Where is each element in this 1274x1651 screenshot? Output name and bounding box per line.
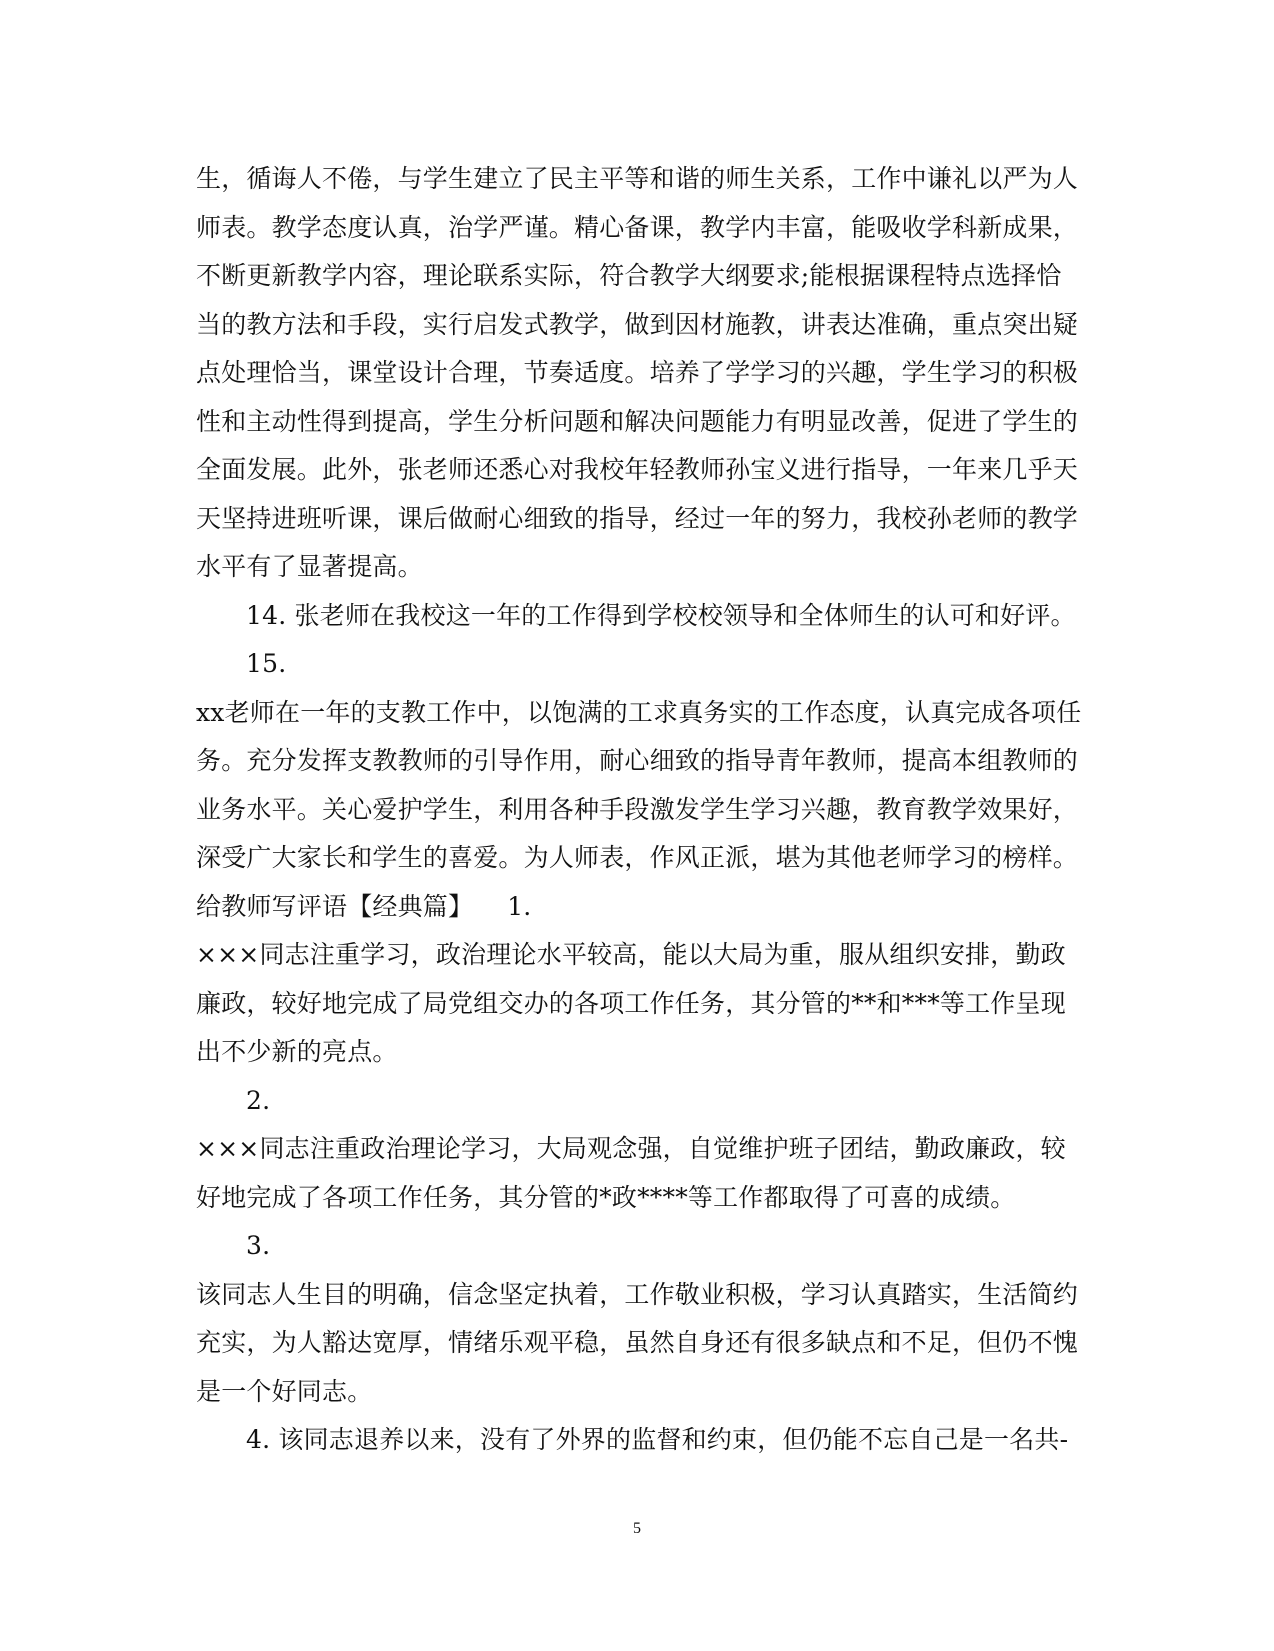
list-number: 1. <box>507 891 532 921</box>
page-number: 5 <box>633 1520 641 1537</box>
text-line: 务。充分发挥支教教师的引导作用，耐心细致的指导青年教师，提高本组教师的 <box>196 746 1079 775</box>
text-line: 点处理恰当，课堂设计合理，节奏适度。培养了学学习的兴趣，学生学习的积极 <box>196 358 1079 387</box>
section-heading: 给教师写评语【经典篇】 <box>196 891 474 921</box>
text-line: 该同志人生目的明确，信念坚定执着，工作敬业积极，学习认真踏实，生活简约 <box>196 1279 1079 1309</box>
text-line: ×××同志注重政治理论学习，大局观念强，自觉维护班子团结，勤政廉政，较 <box>196 1134 1066 1163</box>
section-heading-line <box>196 883 1076 932</box>
text-line: 3. <box>246 1231 271 1260</box>
text-line: 不断更新教学内容，理论联系实际，符合教学大纲要求;能根据课程特点选择恰 <box>196 261 1062 290</box>
text-line: 出不少新的亮点。 <box>196 1037 398 1066</box>
text-line: 性和主动性得到提高，学生分析问题和解决问题能力有明显改善，促进了学生的 <box>196 406 1079 436</box>
text-line: 是一个好同志。 <box>196 1376 373 1406</box>
text-line: 生，循诲人不倦，与学生建立了民主平等和谐的师生关系，工作中谦礼以严为人 <box>196 164 1079 193</box>
text-line: 充实，为人豁达宽厚，情绪乐观平稳，虽然自身还有很多缺点和不足，但仍不愧 <box>196 1328 1079 1357</box>
text-line: 师表。教学态度认真，治学严谨。精心备课，教学内丰富，能吸收学科新成果， <box>196 212 1079 242</box>
text-line: 当的教方法和手段，实行启发式教学，做到因材施教，讲表达准确，重点突出疑 <box>196 309 1079 339</box>
text-line: 4. 该同志退养以来，没有了外界的监督和约束，但仍能不忘自己是一名共- <box>246 1425 1069 1454</box>
text-line: 深受广大家长和学生的喜爱。为人师表，作风正派，堪为其他老师学习的榜样。 <box>196 843 1079 872</box>
text-line: 业务水平。关心爱护学生，利用各种手段激发学生学习兴趣，教育教学效果好， <box>196 794 1079 824</box>
text-line: xx老师在一年的支教工作中，以饱满的工求真务实的工作态度，认真完成各项任 <box>196 697 1082 727</box>
text-line: 廉政，较好地完成了局党组交办的各项工作任务，其分管的**和***等工作呈现 <box>196 988 1066 1018</box>
text-line: 15. <box>246 649 287 678</box>
text-line: 水平有了显著提高。 <box>196 552 423 581</box>
text-line: 14. 张老师在我校这一年的工作得到学校校领导和全体师生的认可和好评。 <box>246 600 1076 630</box>
text-line: 天坚持进班听课，课后做耐心细致的指导，经过一年的努力，我校孙老师的教学 <box>196 503 1079 533</box>
text-line: ×××同志注重学习，政治理论水平较高，能以大局为重，服从组织安排，勤政 <box>196 940 1066 969</box>
text-line: 2. <box>246 1085 271 1115</box>
text-line: 好地完成了各项工作任务，其分管的*政****等工作都取得了可喜的成绩。 <box>196 1182 1016 1212</box>
text-line: 全面发展。此外，张老师还悉心对我校年轻教师孙宝义进行指导，一年来几乎天 <box>196 455 1079 484</box>
body-text <box>196 155 1082 1465</box>
